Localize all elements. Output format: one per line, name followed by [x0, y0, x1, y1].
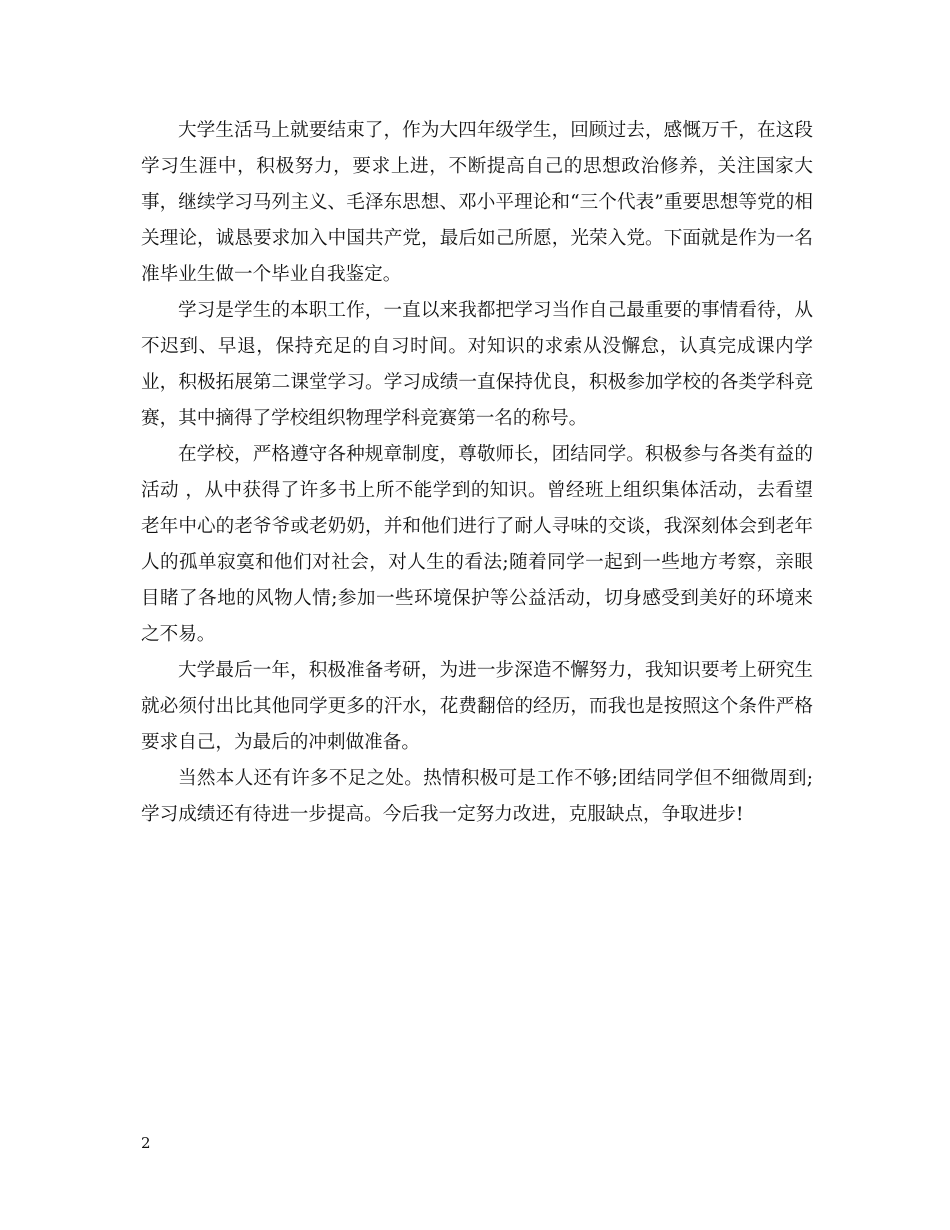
paragraph-study: 学习是学生的本职工作，一直以来我都把学习当作自己最重要的事情看待，从不迟到、早退，保持充足的自习时间。对知识的求索从没懈怠，认真完成课内学业，积极拓展第二课堂学习。学习成绩一直保持优良，积极参加学校的各类学科竞赛，其中摘得了学校组织物理学科竞赛第一名的称号。	[141, 300, 813, 429]
paragraph-intro: 大学生活马上就要结束了，作为大四年级学生，回顾过去，感慨万千，在这段学习生涯中，积极努力，要求上进，不断提高自己的思想政治修养，关注国家大事，继续学习马列主义、毛泽东思想、邓小平理论和“三个代表”重要思想等党的相关理论，诚恳要求加入中国共产党，最后如己所愿，光荣入党。下面就是作为一名准毕业生做一个毕业自我鉴定。	[141, 120, 813, 285]
paragraph-final-year: 大学最后一年，积极准备考研，为进一步深造不懈努力，我知识要考上研究生就必须付出比其他同学更多的汗水，花费翻倍的经历，而我也是按照这个条件严格要求自己，为最后的冲刺做准备。	[141, 660, 813, 753]
page-number: 2	[141, 1134, 151, 1152]
paragraph-shortcomings: 当然本人还有许多不足之处。热情积极可是工作不够;团结同学但不细微周到;学习成绩还有待进一步提高。今后我一定努力改进，克服缺点，争取进步!	[141, 768, 813, 825]
document-body	[141, 113, 813, 833]
paragraph-school-activities: 在学校，严格遵守各种规章制度，尊敬师长，团结同学。积极参与各类有益的活动 ，从中获得了许多书上所不能学到的知识。曾经班上组织集体活动，去看望老年中心的老爷爷或老奶奶，并和他们进行了耐人寻味的交谈，我深刻体会到老年人的孤单寂寞和他们对社会，对人生的看法;随着同学一起到一些地方考察，亲眼目睹了各地的风物人情;参加一些环境保护等公益活动，切身感受到美好的环境来之不易。	[141, 444, 813, 645]
